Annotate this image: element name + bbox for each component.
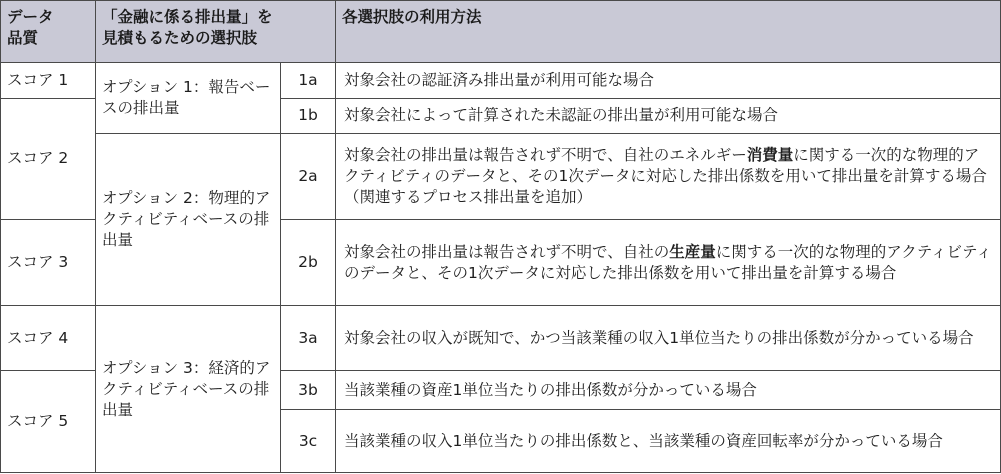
header-row	[1, 1, 1001, 63]
table-row	[1, 134, 1001, 193]
table-row	[1, 63, 1001, 99]
desc-1b-cell: 対象会社によって計算された未認証の排出量が利用可能な場合	[336, 98, 1001, 134]
desc-3b-cell: 当該業種の資産1単位当たりの排出係数が分かっている場合	[336, 371, 1001, 410]
header-estimation-options: 「金融に係る排出量」を 見積もるための選択肢	[96, 1, 336, 63]
code-1a-cell: 1a	[281, 63, 336, 99]
desc-2b-pre: 対象会社の排出量は報告されず不明で、自社の	[344, 242, 670, 261]
table-row	[1, 306, 1001, 371]
code-2a-cell: 2a	[281, 134, 336, 220]
score-4-cell: スコア 4	[1, 306, 96, 371]
option-3-cell: オプション 3：経済的アクティビティベースの排出量	[96, 306, 281, 473]
score-2-cell: スコア 2	[1, 98, 96, 220]
desc-3a-cell: 対象会社の収入が既知で、かつ当該業種の収入1単位当たりの排出係数が分かっている場合	[336, 306, 1001, 371]
score-3-cell: スコア 3	[1, 220, 96, 306]
desc-1a-cell: 対象会社の認証済み排出量が利用可能な場合	[336, 63, 1001, 99]
header-usage-method: 各選択肢の利用方法	[336, 1, 1001, 63]
header-data-quality: データ 品質	[1, 1, 96, 63]
code-3b-cell: 3b	[281, 371, 336, 410]
desc-2a-emphasis: 消費量	[746, 146, 794, 165]
desc-2b-emphasis: 生産量	[669, 242, 716, 261]
code-2b-cell: 2b	[281, 220, 336, 306]
desc-2a-pre: 対象会社の排出量は報告されず不明で、自社のエネルギー	[344, 146, 747, 165]
desc-2b-post: に関する一次的な物理的アクティビティのデータと、その1次データに対応した排出係数を用いて排出量を計算する場合	[344, 242, 992, 282]
option-1-cell: オプション 1：報告ベースの排出量	[96, 63, 281, 134]
code-3a-cell: 3a	[281, 306, 336, 371]
code-1b-cell: 1b	[281, 98, 336, 134]
option-2-cell: オプション 2：物理的アクティビティベースの排出量	[96, 134, 281, 306]
code-3c-cell: 3c	[281, 410, 336, 473]
desc-2a-post: に関する一次的な物理的アクティビティのデータと、その1次データに対応した排出係数を用いて排出量を計算する場合（関連するプロセス排出量を追加）	[344, 146, 987, 207]
desc-2b-cell	[336, 220, 1001, 306]
score-5-cell: スコア 5	[1, 371, 96, 473]
desc-2a-cell	[336, 134, 1001, 220]
score-1-cell: スコア 1	[1, 63, 96, 99]
desc-3c-cell: 当該業種の収入1単位当たりの排出係数と、当該業種の資産回転率が分かっている場合	[336, 410, 1001, 473]
